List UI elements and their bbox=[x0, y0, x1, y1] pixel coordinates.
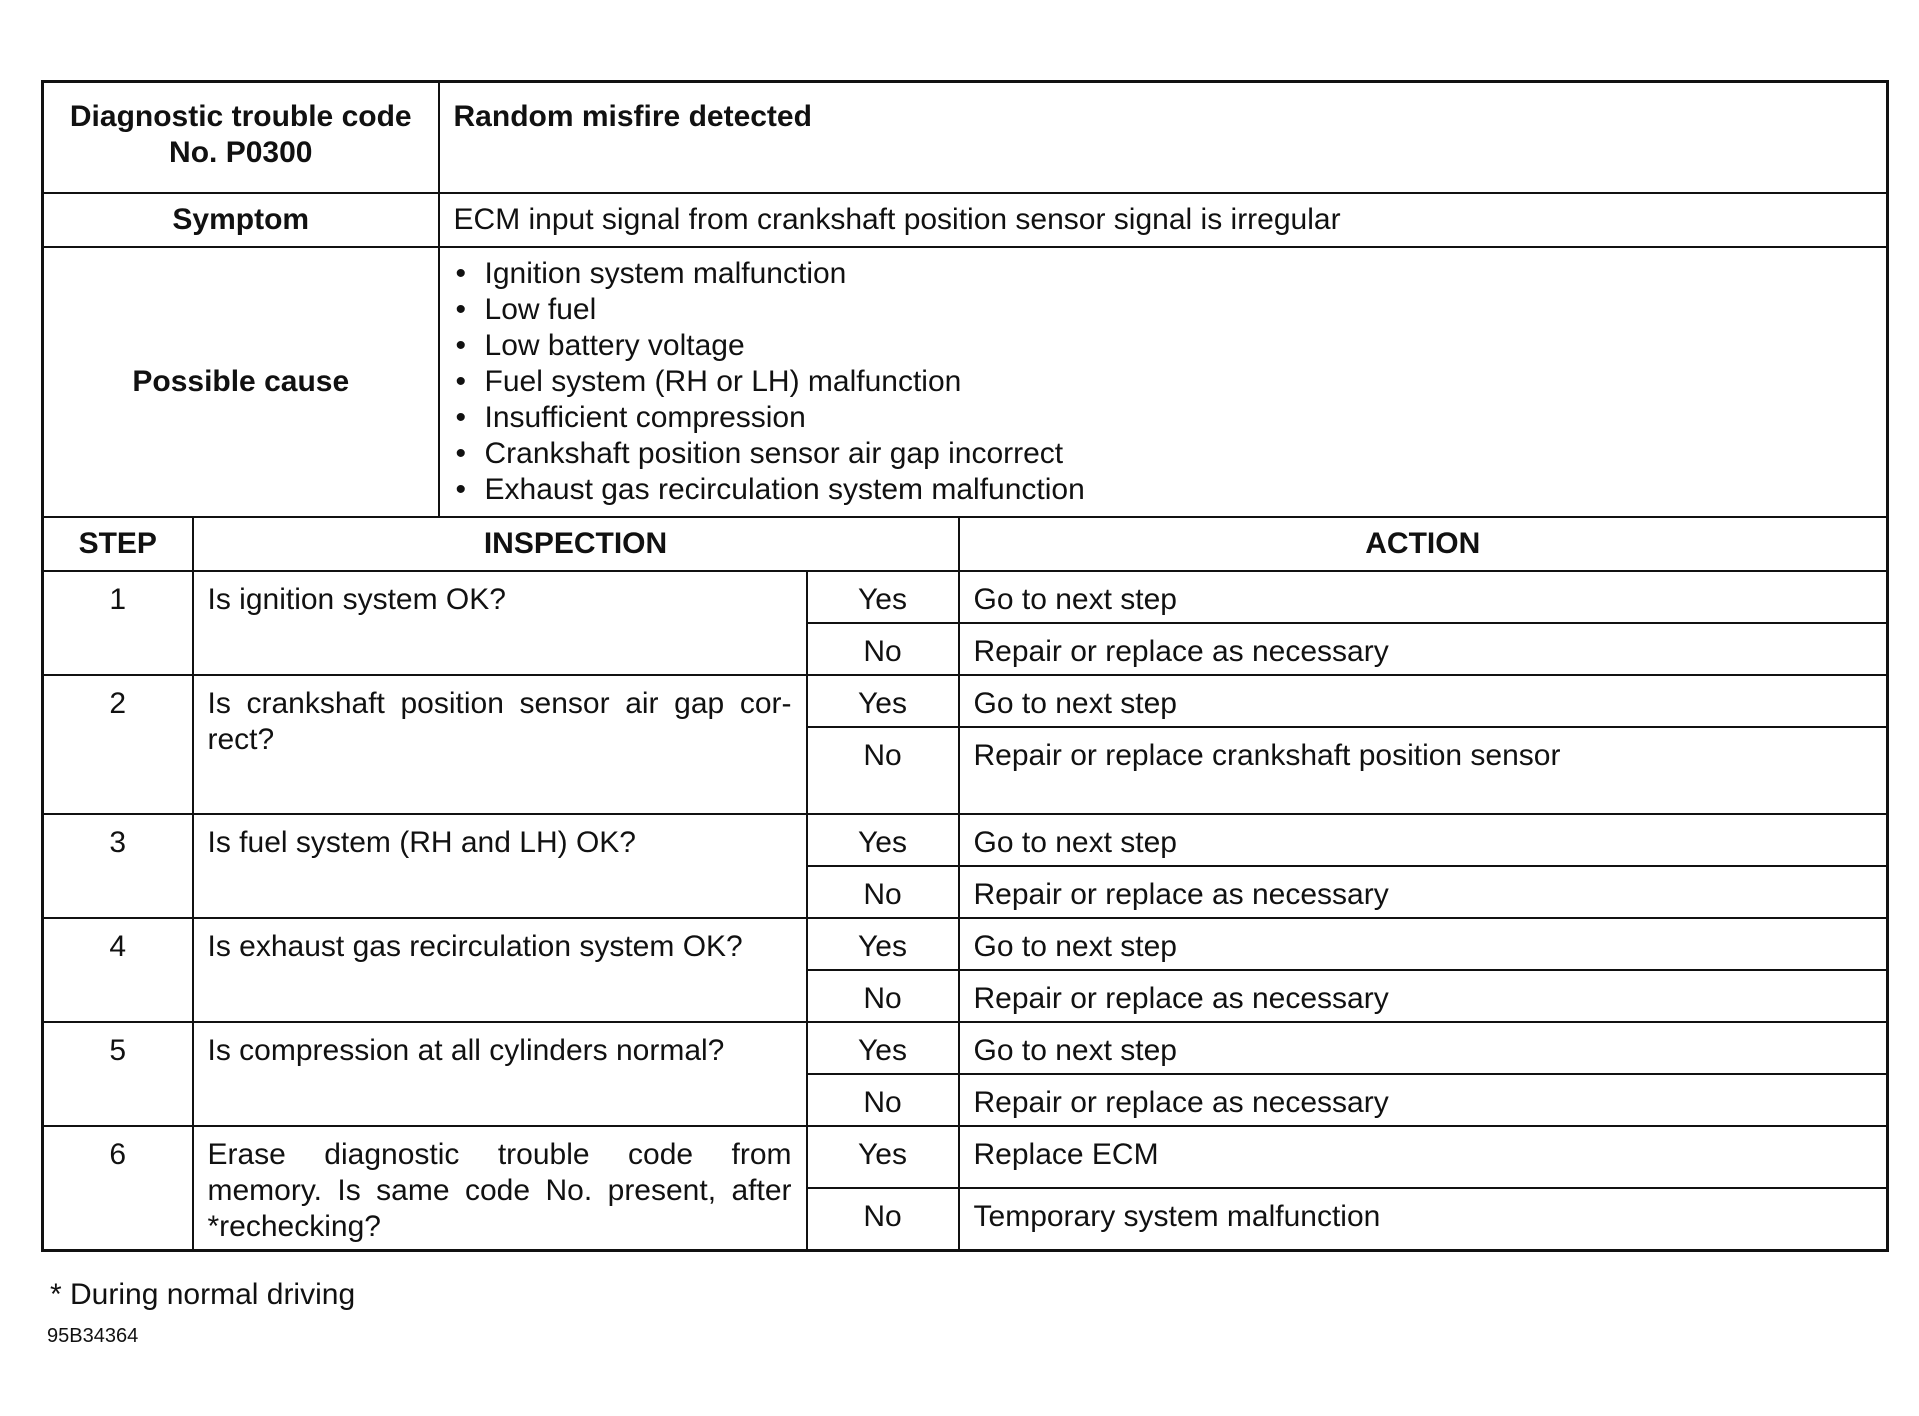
figure-code: 95B34364 bbox=[47, 1325, 139, 1347]
cause-item-text: Low fuel bbox=[484, 293, 597, 326]
symptom-text: ECM input signal from crankshaft position sensor signal is irregular bbox=[439, 193, 1888, 247]
step-inspection: Is exhaust gas recirculation system OK? bbox=[193, 918, 807, 1022]
column-header-action: ACTION bbox=[959, 517, 1888, 571]
cause-item bbox=[454, 292, 1873, 328]
possible-cause-list bbox=[454, 256, 1873, 508]
cause-item bbox=[454, 436, 1873, 472]
yes-label: Yes bbox=[807, 675, 959, 727]
cause-item bbox=[454, 256, 1873, 292]
yes-label: Yes bbox=[807, 918, 959, 970]
symptom-label: Symptom bbox=[43, 193, 439, 247]
symptom-row bbox=[43, 193, 1888, 247]
cause-item-text: Insufficient compression bbox=[484, 401, 806, 434]
cause-item-text: Low battery voltage bbox=[484, 329, 745, 362]
footnote: * During normal driving bbox=[50, 1278, 356, 1311]
no-action: Repair or replace crankshaft position sensor bbox=[959, 727, 1888, 814]
no-label: No bbox=[807, 866, 959, 918]
step-row-yes bbox=[43, 1126, 1888, 1188]
dtc-code-label: Diagnostic trouble code No. P0300 bbox=[43, 82, 439, 194]
step-number: 4 bbox=[43, 918, 193, 1022]
yes-action: Go to next step bbox=[959, 814, 1888, 866]
step-number: 3 bbox=[43, 814, 193, 918]
bullet-icon: • bbox=[455, 401, 467, 434]
step-row-yes bbox=[43, 918, 1888, 970]
step-inspection: Is ignition system OK? bbox=[193, 571, 807, 675]
possible-cause-row bbox=[43, 247, 1888, 517]
cause-item-text: Ignition system malfunction bbox=[484, 257, 847, 290]
yes-label: Yes bbox=[807, 814, 959, 866]
no-action: Repair or replace as necessary bbox=[959, 1074, 1888, 1126]
no-label: No bbox=[807, 1074, 959, 1126]
no-label: No bbox=[807, 1188, 959, 1250]
step-inspection: Is compression at all cylinders normal? bbox=[193, 1022, 807, 1126]
no-action: Repair or replace as necessary bbox=[959, 970, 1888, 1022]
dtc-description: Random misfire detected bbox=[439, 82, 1888, 194]
yes-action: Go to next step bbox=[959, 918, 1888, 970]
cause-item bbox=[454, 364, 1873, 400]
yes-action: Go to next step bbox=[959, 571, 1888, 623]
step-inspection: Is crankshaft position sensor air gap cor-rect? bbox=[193, 675, 807, 814]
cause-item-text: Fuel system (RH or LH) malfunction bbox=[484, 365, 962, 398]
no-label: No bbox=[807, 727, 959, 814]
step-number: 2 bbox=[43, 675, 193, 814]
no-label: No bbox=[807, 623, 959, 675]
no-action: Repair or replace as necessary bbox=[959, 866, 1888, 918]
yes-label: Yes bbox=[807, 1126, 959, 1188]
no-label: No bbox=[807, 970, 959, 1022]
bullet-icon: • bbox=[455, 437, 467, 470]
bullet-icon: • bbox=[455, 365, 467, 398]
bullet-icon: • bbox=[455, 293, 467, 326]
no-action: Repair or replace as necessary bbox=[959, 623, 1888, 675]
step-row-yes bbox=[43, 1022, 1888, 1074]
cause-item bbox=[454, 400, 1873, 436]
step-row-yes bbox=[43, 675, 1888, 727]
cause-item-text: Crankshaft position sensor air gap incorrect bbox=[484, 437, 1064, 470]
bullet-icon: • bbox=[455, 473, 467, 506]
diagnostic-table bbox=[41, 80, 1889, 1252]
column-header-inspection: INSPECTION bbox=[193, 517, 959, 571]
yes-label: Yes bbox=[807, 1022, 959, 1074]
step-number: 5 bbox=[43, 1022, 193, 1126]
cause-item bbox=[454, 328, 1873, 364]
yes-label: Yes bbox=[807, 571, 959, 623]
yes-action: Go to next step bbox=[959, 1022, 1888, 1074]
possible-cause-list-cell bbox=[439, 247, 1888, 517]
step-row-yes bbox=[43, 571, 1888, 623]
step-row-yes bbox=[43, 814, 1888, 866]
step-number: 1 bbox=[43, 571, 193, 675]
yes-action: Go to next step bbox=[959, 675, 1888, 727]
bullet-icon: • bbox=[455, 329, 467, 362]
possible-cause-label: Possible cause bbox=[43, 247, 439, 517]
step-number: 6 bbox=[43, 1126, 193, 1250]
cause-item bbox=[454, 472, 1873, 508]
diagnostic-sheet bbox=[41, 80, 1886, 1252]
column-header-row bbox=[43, 517, 1888, 571]
step-inspection: Erase diagnostic trouble code from memory. Is same code No. present, after *rechecking? bbox=[193, 1126, 807, 1250]
cause-item-text: Exhaust gas recirculation system malfunction bbox=[484, 473, 1085, 506]
bullet-icon: • bbox=[455, 257, 467, 290]
yes-action: Replace ECM bbox=[959, 1126, 1888, 1188]
no-action: Temporary system malfunction bbox=[959, 1188, 1888, 1250]
column-header-step: STEP bbox=[43, 517, 193, 571]
header-row bbox=[43, 82, 1888, 194]
step-inspection: Is fuel system (RH and LH) OK? bbox=[193, 814, 807, 918]
